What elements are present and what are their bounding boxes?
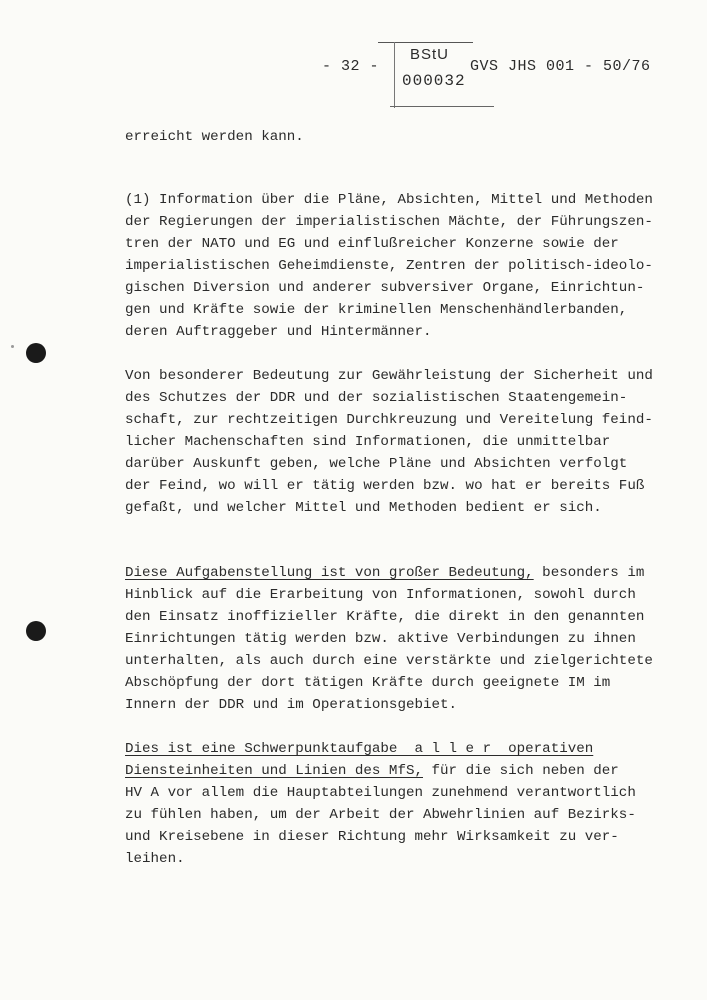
paragraph-continuation — [125, 126, 695, 148]
punch-hole-top — [26, 343, 46, 363]
text-line: erreicht werden kann. — [125, 129, 304, 145]
text-line: der Regierungen der imperialistischen Mächte, der Führungszen- — [125, 214, 653, 230]
text-line-underlined — [125, 760, 695, 782]
text-line: licher Machenschaften sind Informationen, die unmittelbar — [125, 434, 611, 450]
paragraph-information-item — [125, 189, 695, 343]
text-line: unterhalten, als auch durch eine verstärkte und zielgerichtete — [125, 653, 653, 669]
text-line: tren der NATO und EG und einflußreicher Konzerne sowie der — [125, 236, 619, 252]
punch-hole-bottom — [26, 621, 46, 641]
text-line: der Feind, wo will er tätig werden bzw. wo hat er bereits Fuß — [125, 478, 645, 494]
text-line: deren Auftraggeber und Hintermänner. — [125, 324, 432, 340]
underlined-phrase: Diese Aufgabenstellung ist von großer Bedeutung, — [125, 565, 534, 581]
archive-stamp — [378, 42, 496, 108]
text-line: leihen. — [125, 851, 185, 867]
text-line: HV A vor allem die Hauptabteilungen zunehmend verantwortlich — [125, 785, 636, 801]
text-line: gefaßt, und welcher Mittel und Methoden bedient er sich. — [125, 500, 602, 516]
page-number: - 32 - — [322, 58, 380, 75]
text-line: (1) Information über die Pläne, Absichten, Mittel und Methoden — [125, 192, 653, 208]
text-line: schaft, zur rechtzeitigen Durchkreuzung und Vereitelung feind- — [125, 412, 653, 428]
text-line: zu fühlen haben, um der Arbeit der Abwehrlinien auf Bezirks- — [125, 807, 636, 823]
text-line: den Einsatz inoffizieller Kräfte, die direkt in den genannten — [125, 609, 645, 625]
text-line: gischen Diversion und anderer subversiver Organe, Einrichtun- — [125, 280, 645, 296]
line-rest: besonders im — [533, 565, 645, 581]
line-rest: für die sich neben der — [423, 763, 619, 779]
paragraph-importance — [125, 365, 695, 519]
stamp-label: BStU — [410, 46, 450, 63]
text-line: Abschöpfung der dort tätigen Kräfte durch geeignete IM im — [125, 675, 611, 691]
document-reference: GVS JHS 001 - 50/76 — [470, 58, 651, 75]
stamp-number: 000032 — [402, 72, 466, 90]
text-line-underlined: Dies ist eine Schwerpunktaufgabe a l l e r operativen — [125, 741, 594, 757]
paragraph-task — [125, 562, 695, 716]
text-line: Von besonderer Bedeutung zur Gewährleistung der Sicherheit und — [125, 368, 653, 384]
underlined-phrase: Diensteinheiten und Linien des MfS, — [125, 763, 423, 779]
text-line: Innern der DDR und im Operationsgebiet. — [125, 697, 458, 713]
text-line: des Schutzes der DDR und der sozialistischen Staatengemein- — [125, 390, 628, 406]
text-line: darüber Auskunft geben, welche Pläne und Absichten verfolgt — [125, 456, 628, 472]
text-line: Hinblick auf die Erarbeitung von Informationen, sowohl durch — [125, 587, 636, 603]
text-line: und Kreisebene in dieser Richtung mehr Wirksamkeit zu ver- — [125, 829, 619, 845]
text-line-underlined — [125, 562, 695, 584]
speck-mark — [11, 345, 14, 348]
text-line: imperialistischen Geheimdienste, Zentren der politisch-ideolo- — [125, 258, 653, 274]
paragraph-priority — [125, 738, 695, 870]
text-line: gen und Kräfte sowie der kriminellen Menschenhändlerbanden, — [125, 302, 628, 318]
text-line: Einrichtungen tätig werden bzw. aktive Verbindungen zu ihnen — [125, 631, 636, 647]
